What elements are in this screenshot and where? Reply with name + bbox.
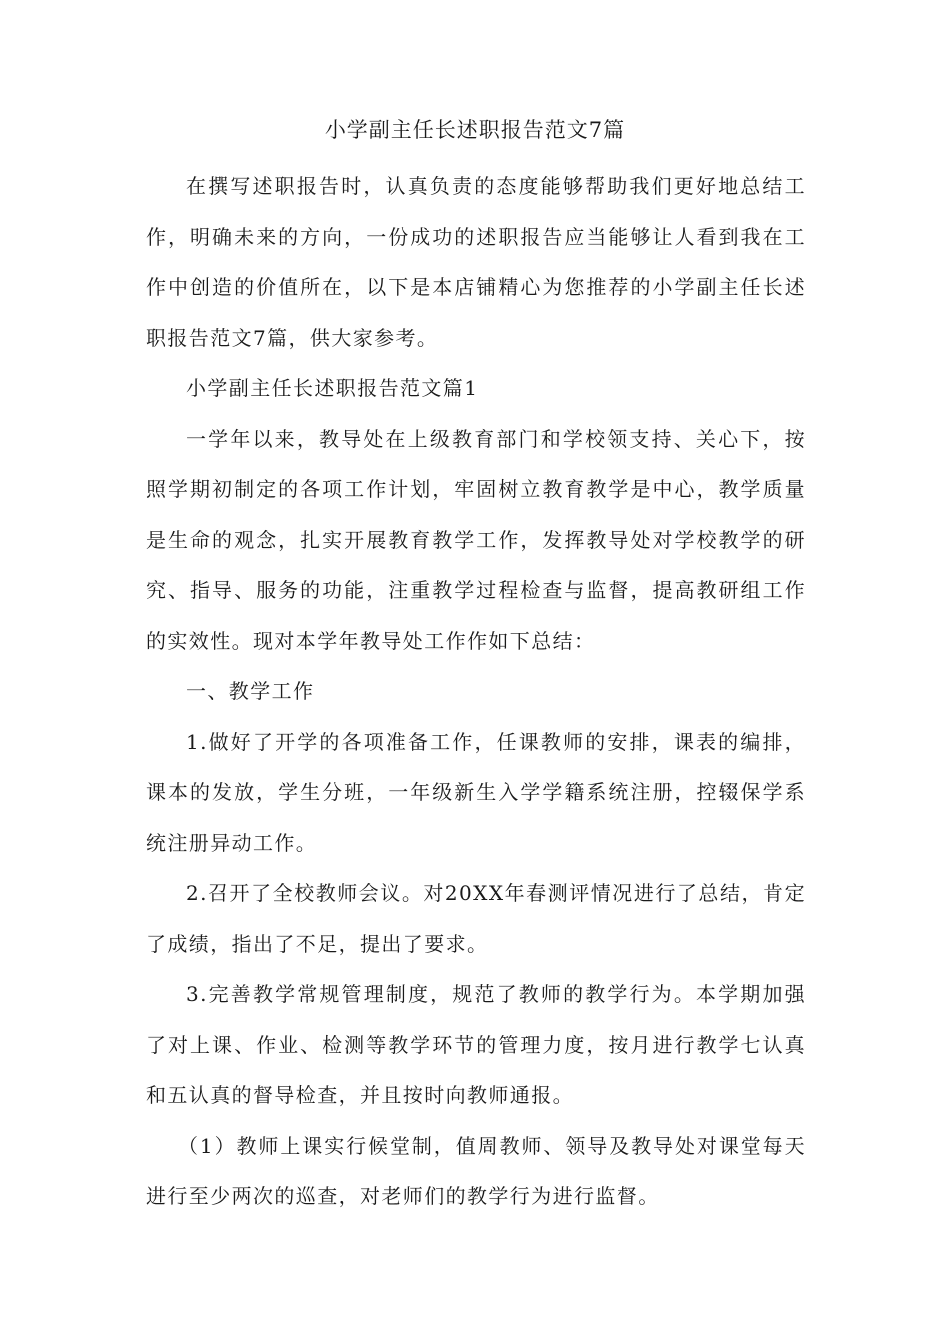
item-1-paragraph: 1.做好了开学的各项准备工作，任课教师的安排，课表的编排，课本的发放，学生分班，一年级新生入学学籍系统注册，控辍保学系统注册异动工作。 [146,729,806,855]
document-body [146,161,806,1222]
item-3-paragraph: 3.完善教学常规管理制度，规范了教师的教学行为。本学期加强了对上课、作业、检测等教学环节的管理力度，按月进行教学七认真和五认真的督导检查，并且按时向教师通报。 [146,982,806,1107]
item-2-paragraph: 2.召开了全校教师会议。对20XX年春测评情况进行了总结，肯定了成绩，指出了不足，提出了要求。 [146,881,806,956]
intro-paragraph: 在撰写述职报告时，认真负责的态度能够帮助我们更好地总结工作，明确未来的方向，一份成功的述职报告应当能够让人看到我在工作中创造的价值所在，以下是本店铺精心为您推荐的小学副主任长述职报告范文7篇，供大家参考。 [146,174,806,350]
essay-1-opening-paragraph: 一学年以来，教导处在上级教育部门和学校领支持、关心下，按照学期初制定的各项工作计划，牢固树立教育教学是中心，教学质量是生命的观念，扎实开展教育教学工作，发挥教导处对学校教学的研究、指导、服务的功能，注重教学过程检查与监督，提高教研组工作的实效性。现对本学年教导处工作作如下总结： [146,426,806,653]
heading-teaching-work: 一、教学工作 [186,679,315,703]
document-title: 小学副主任长述职报告范文7篇 [324,118,626,142]
section-heading-essay-1: 小学副主任长述职报告范文篇1 [186,376,479,400]
subitem-1-paragraph: （1）教师上课实行候堂制，值周教师、领导及教导处对课堂每天进行至少两次的巡查，对老师们的教学行为进行监督。 [146,1133,806,1208]
